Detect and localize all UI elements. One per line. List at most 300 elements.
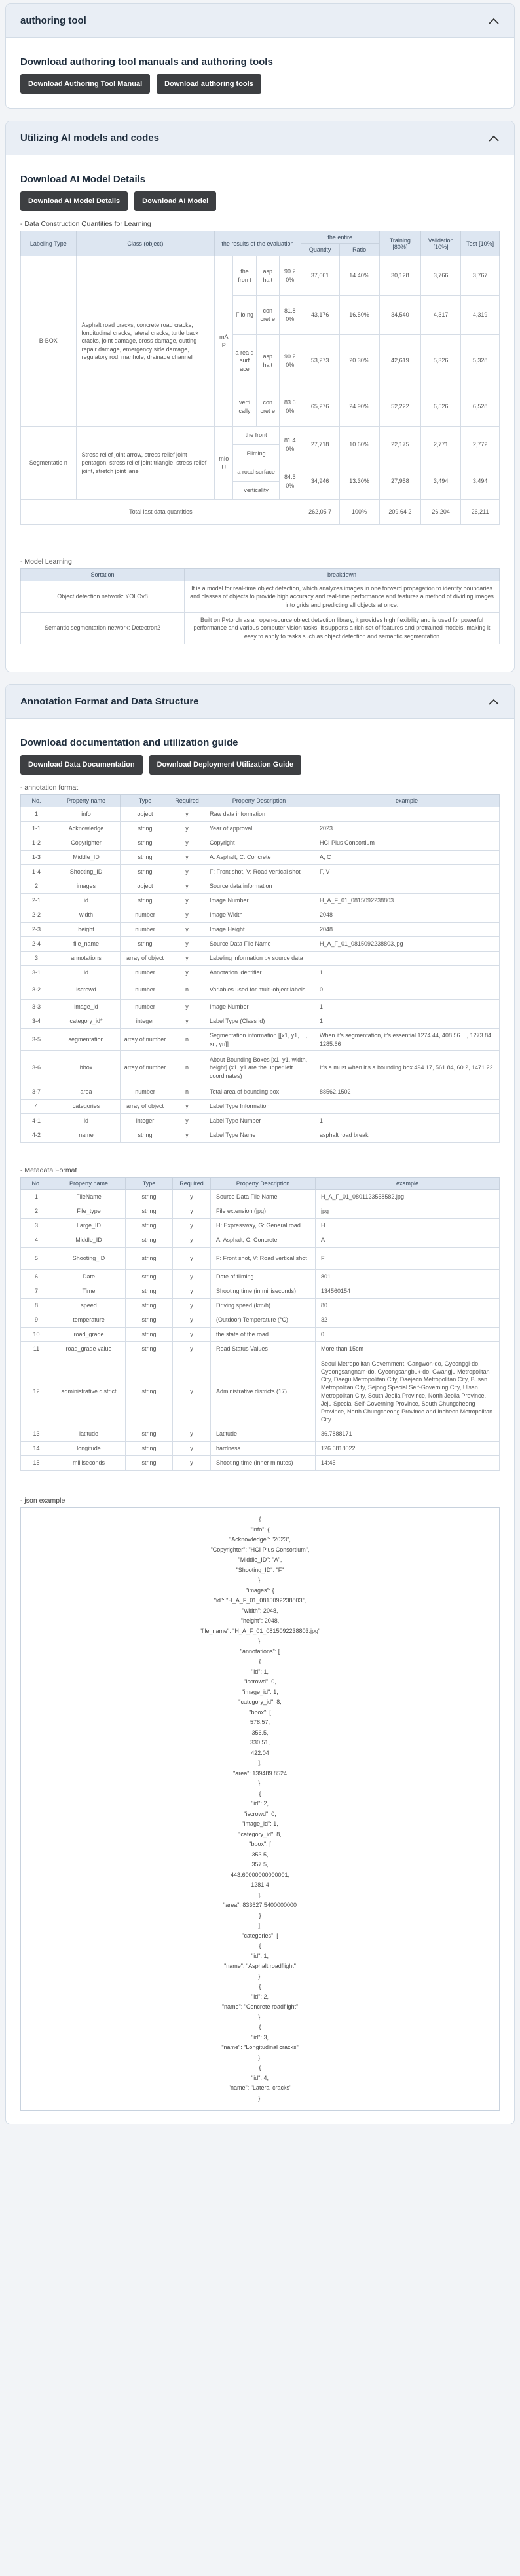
cell-ex: 0 bbox=[314, 980, 500, 1000]
cell-ex bbox=[314, 952, 500, 966]
cell-type: integer bbox=[121, 1114, 170, 1128]
cell: 3,494 bbox=[461, 463, 500, 500]
panel-header[interactable] bbox=[6, 685, 514, 719]
cell: 2,771 bbox=[421, 427, 461, 463]
table-row bbox=[21, 923, 500, 937]
panel-title: Annotation Format and Data Structure bbox=[20, 696, 199, 707]
table-row bbox=[21, 836, 500, 851]
cell-no: 4-1 bbox=[21, 1114, 52, 1128]
cell-desc: Image Width bbox=[204, 908, 314, 923]
table-row bbox=[21, 851, 500, 865]
table-row bbox=[21, 1128, 500, 1143]
cell-no: 3-4 bbox=[21, 1014, 52, 1029]
cell: Object detection network: YOLOv8 bbox=[21, 581, 185, 613]
cell-ex: 14:45 bbox=[316, 1456, 500, 1471]
cell-req: y bbox=[173, 1204, 211, 1219]
cell-req: n bbox=[170, 1029, 204, 1051]
cell-no: 3 bbox=[21, 1219, 52, 1233]
chevron-up-icon[interactable] bbox=[485, 12, 502, 29]
cell: 53,273 bbox=[301, 335, 339, 387]
cell-req: y bbox=[170, 1128, 204, 1143]
cell-type: array of number bbox=[121, 1051, 170, 1085]
table-row bbox=[21, 1313, 500, 1328]
cell-req: n bbox=[170, 1085, 204, 1100]
cell-req: y bbox=[173, 1299, 211, 1313]
cell: 100% bbox=[339, 500, 379, 525]
cell-no: 2-3 bbox=[21, 923, 52, 937]
cell-desc: A: Asphalt, C: Concrete bbox=[204, 851, 314, 865]
cell-name: info bbox=[52, 807, 121, 822]
table-row bbox=[21, 894, 500, 908]
table-row bbox=[21, 1328, 500, 1342]
cell-req: y bbox=[173, 1313, 211, 1328]
cell-name: temperature bbox=[52, 1313, 126, 1328]
cell-no: 13 bbox=[21, 1427, 52, 1442]
chevron-up-icon[interactable] bbox=[485, 130, 502, 147]
ai-models-panel bbox=[5, 121, 515, 672]
table-row bbox=[21, 1000, 500, 1014]
download-ai-details-button[interactable]: Download AI Model Details bbox=[20, 191, 128, 211]
col-required: Required bbox=[170, 795, 204, 807]
cell-no: 3-1 bbox=[21, 966, 52, 980]
cell-name: Copyrighter bbox=[52, 836, 121, 851]
cell-ex: H_A_F_01_0815092238803 bbox=[314, 894, 500, 908]
cell-type: array of object bbox=[121, 1100, 170, 1114]
cell-name: road_grade bbox=[52, 1328, 126, 1342]
cell-req: y bbox=[170, 879, 204, 894]
cell: 30,128 bbox=[379, 256, 420, 296]
cell: 13.30% bbox=[339, 463, 379, 500]
col-labeling-type: Labeling Type bbox=[21, 231, 77, 256]
cell: 5,326 bbox=[421, 335, 461, 387]
cell-type: string bbox=[126, 1328, 173, 1342]
cell: 65,276 bbox=[301, 387, 339, 427]
table-row bbox=[21, 1284, 500, 1299]
cell: 6,526 bbox=[421, 387, 461, 427]
bbox-metric: mA P bbox=[215, 256, 233, 427]
cell-name: category_id* bbox=[52, 1014, 121, 1029]
cell-desc: Source Data File Name bbox=[204, 937, 314, 952]
table-row bbox=[21, 822, 500, 836]
cell-name: latitude bbox=[52, 1427, 126, 1442]
cell-req: y bbox=[170, 865, 204, 879]
download-ai-model-button[interactable]: Download AI Model bbox=[134, 191, 216, 211]
cell-desc: H: Expressway, G: General road bbox=[211, 1219, 316, 1233]
cell-name: name bbox=[52, 1128, 121, 1143]
cell-desc: Copyright bbox=[204, 836, 314, 851]
table-row bbox=[21, 1270, 500, 1284]
cell-ex: A, C bbox=[314, 851, 500, 865]
cell-desc: Image Number bbox=[204, 894, 314, 908]
cell-ex: It's a must when it's a bounding box 494.17, 561.84, 60.2, 1471.22 bbox=[314, 1051, 500, 1085]
cell-ex: 0 bbox=[316, 1328, 500, 1342]
cell-req: y bbox=[173, 1328, 211, 1342]
cell-no: 8 bbox=[21, 1299, 52, 1313]
cell-type: string bbox=[126, 1284, 173, 1299]
cell-type: number bbox=[121, 923, 170, 937]
cell-name: height bbox=[52, 923, 121, 937]
download-documentation-button[interactable]: Download Data Documentation bbox=[20, 755, 143, 775]
cell-req: y bbox=[170, 908, 204, 923]
annotation-label: - annotation format bbox=[20, 784, 79, 792]
cell-type: integer bbox=[121, 1014, 170, 1029]
authoring-tool-panel bbox=[5, 3, 515, 109]
cell: con cret e bbox=[256, 296, 279, 335]
cell-desc: Driving speed (km/h) bbox=[211, 1299, 316, 1313]
cell-type: array of number bbox=[121, 1029, 170, 1051]
table-row bbox=[21, 1299, 500, 1313]
cell-name: segmentation bbox=[52, 1029, 121, 1051]
col-breakdown: breakdown bbox=[185, 569, 500, 581]
cell-desc: Date of filming bbox=[211, 1270, 316, 1284]
cell-req: y bbox=[173, 1219, 211, 1233]
cell-name: bbox bbox=[52, 1051, 121, 1085]
bbox-type: B-BOX bbox=[21, 256, 77, 427]
col-quantity: Quantity bbox=[301, 244, 339, 256]
cell-type: string bbox=[126, 1270, 173, 1284]
cell-type: string bbox=[121, 851, 170, 865]
cell-ex: 126.6818022 bbox=[316, 1442, 500, 1456]
download-guide-button[interactable]: Download Deployment Utilization Guide bbox=[149, 755, 301, 775]
cell-desc: Image Number bbox=[204, 1000, 314, 1014]
cell: 26,211 bbox=[461, 500, 500, 525]
cell-desc: F: Front shot, V: Road vertical shot bbox=[211, 1248, 316, 1270]
cell-no: 9 bbox=[21, 1313, 52, 1328]
seg-classes: Stress relief joint arrow, stress relief joint pentagon, stress relief joint triangle, stress relief joint, stretch joint lane bbox=[76, 427, 215, 500]
cell-name: Date bbox=[52, 1270, 126, 1284]
cell-no: 7 bbox=[21, 1284, 52, 1299]
cell-ex: 1 bbox=[314, 1114, 500, 1128]
cell-name: Large_ID bbox=[52, 1219, 126, 1233]
section-title: Download documentation and utilization guide bbox=[20, 737, 238, 748]
seg-metric: mIo U bbox=[215, 427, 233, 500]
cell-req: y bbox=[173, 1248, 211, 1270]
cell-desc: File extension (jpg) bbox=[211, 1204, 316, 1219]
table-row bbox=[21, 1114, 500, 1128]
cell: the fron t bbox=[233, 256, 256, 296]
cell-type: array of object bbox=[121, 952, 170, 966]
cell-ex bbox=[314, 1100, 500, 1114]
cell-ex: 1 bbox=[314, 1000, 500, 1014]
cell: 43,176 bbox=[301, 296, 339, 335]
cell-type: string bbox=[121, 937, 170, 952]
cell: 81.8 0% bbox=[279, 296, 301, 335]
cell-type: string bbox=[126, 1299, 173, 1313]
table-row bbox=[21, 1442, 500, 1456]
panel-header[interactable] bbox=[6, 4, 514, 38]
cell-no: 1 bbox=[21, 807, 52, 822]
cell-no: 2 bbox=[21, 1204, 52, 1219]
cell-name: annotations bbox=[52, 952, 121, 966]
cell-name: Shooting_ID bbox=[52, 865, 121, 879]
cell: 27,718 bbox=[301, 427, 339, 463]
cell: a road surface bbox=[233, 463, 280, 482]
col-sortation: Sortation bbox=[21, 569, 185, 581]
panel-header[interactable] bbox=[6, 121, 514, 155]
cell-desc: Annotation identifier bbox=[204, 966, 314, 980]
cell-ex: asphalt road break bbox=[314, 1128, 500, 1143]
cell-req: y bbox=[170, 952, 204, 966]
cell-req: n bbox=[170, 980, 204, 1000]
cell-req: y bbox=[170, 1000, 204, 1014]
cell-name: Middle_ID bbox=[52, 1233, 126, 1248]
cell-req: y bbox=[170, 822, 204, 836]
cell: Filming bbox=[233, 445, 280, 463]
cell: 6,528 bbox=[461, 387, 500, 427]
table-row bbox=[21, 1085, 500, 1100]
cell-req: n bbox=[170, 1051, 204, 1085]
cell-type: string bbox=[126, 1233, 173, 1248]
cell-ex: 801 bbox=[316, 1270, 500, 1284]
col-type: Type bbox=[121, 795, 170, 807]
cell-no: 4 bbox=[21, 1233, 52, 1248]
cell-no: 1-4 bbox=[21, 865, 52, 879]
cell: the front bbox=[233, 427, 280, 445]
cell-desc: Administrative districts (17) bbox=[211, 1356, 316, 1427]
cell-req: y bbox=[170, 807, 204, 822]
cell-type: string bbox=[126, 1342, 173, 1356]
table-row bbox=[21, 1219, 500, 1233]
table-row bbox=[21, 1029, 500, 1051]
cell: verticality bbox=[233, 482, 280, 500]
table-row bbox=[21, 1051, 500, 1085]
panel-title: authoring tool bbox=[20, 15, 86, 26]
cell-name: file_name bbox=[52, 937, 121, 952]
cell-name: id bbox=[52, 966, 121, 980]
download-manual-button[interactable]: Download Authoring Tool Manual bbox=[20, 74, 150, 94]
col-no: No. bbox=[21, 795, 52, 807]
cell-desc: Image Height bbox=[204, 923, 314, 937]
cell-ex: 1 bbox=[314, 1014, 500, 1029]
section-title: Download AI Model Details bbox=[20, 174, 146, 185]
cell-req: y bbox=[173, 1356, 211, 1427]
cell-ex: jpg bbox=[316, 1204, 500, 1219]
cell-ex: 80 bbox=[316, 1299, 500, 1313]
cell-ex: 36.7888171 bbox=[316, 1427, 500, 1442]
cell: 90.2 0% bbox=[279, 335, 301, 387]
cell-name: road_grade value bbox=[52, 1342, 126, 1356]
cell-type: string bbox=[121, 865, 170, 879]
table-row bbox=[21, 865, 500, 879]
col-entire: the entire bbox=[301, 231, 379, 244]
table-row bbox=[21, 807, 500, 822]
cell-no: 1-3 bbox=[21, 851, 52, 865]
cell-desc: Road Status Values bbox=[211, 1342, 316, 1356]
cell-no: 12 bbox=[21, 1356, 52, 1427]
cell: 42,619 bbox=[379, 335, 420, 387]
cell-desc: the state of the road bbox=[211, 1328, 316, 1342]
cell-no: 6 bbox=[21, 1270, 52, 1284]
table-row bbox=[21, 1233, 500, 1248]
cell-no: 1-1 bbox=[21, 822, 52, 836]
table-row bbox=[21, 1342, 500, 1356]
table-row bbox=[21, 1014, 500, 1029]
cell-desc: Shooting time (in milliseconds) bbox=[211, 1284, 316, 1299]
cell-no: 2 bbox=[21, 879, 52, 894]
cell: 37,661 bbox=[301, 256, 339, 296]
cell-req: y bbox=[170, 937, 204, 952]
cell-req: y bbox=[173, 1284, 211, 1299]
cell: 3,494 bbox=[421, 463, 461, 500]
cell: It is a model for real-time object detection, which analyzes images in one forward propagation to identify boundaries and classes of objects to provide high accuracy and real-time performance and features a method of dividing images into grids and predicting all objects at once. bbox=[185, 581, 500, 613]
cell-ex bbox=[314, 807, 500, 822]
cell-type: number bbox=[121, 908, 170, 923]
cell: 209,64 2 bbox=[379, 500, 420, 525]
cell-req: y bbox=[170, 923, 204, 937]
col-example: example bbox=[314, 795, 500, 807]
cell-req: y bbox=[173, 1233, 211, 1248]
cell-name: image_id bbox=[52, 1000, 121, 1014]
cell-desc: Year of approval bbox=[204, 822, 314, 836]
cell-desc: A: Asphalt, C: Concrete bbox=[211, 1233, 316, 1248]
cell-req: y bbox=[170, 836, 204, 851]
cell-name: Time bbox=[52, 1284, 126, 1299]
col-required: Required bbox=[173, 1178, 211, 1190]
cell: Built on Pytorch as an open-source object detection library, it provides high flexibility and is used for powerful performance and various computer vision tasks. It supports a rich set of features and pretrained models, making it easy to apply to tasks such as object detection and semantic segmentation bbox=[185, 613, 500, 644]
cell-ex: H_A_F_01_0801123558582.jpg bbox=[316, 1190, 500, 1204]
cell-type: number bbox=[121, 1000, 170, 1014]
cell: 262,05 7 bbox=[301, 500, 339, 525]
cell: asp halt bbox=[256, 256, 279, 296]
cell-type: string bbox=[126, 1248, 173, 1270]
cell-type: number bbox=[121, 980, 170, 1000]
cell-desc: Shooting time (inner minutes) bbox=[211, 1456, 316, 1471]
ml-label: - Model Learning bbox=[20, 558, 72, 566]
cell-name: FileName bbox=[52, 1190, 126, 1204]
dcq-label: - Data Construction Quantities for Learning bbox=[20, 220, 151, 228]
col-class: Class (object) bbox=[76, 231, 215, 256]
cell: 10.60% bbox=[339, 427, 379, 463]
cell-name: Shooting_ID bbox=[52, 1248, 126, 1270]
cell-req: y bbox=[170, 894, 204, 908]
cell: 2,772 bbox=[461, 427, 500, 463]
cell-req: y bbox=[173, 1427, 211, 1442]
cell-no: 2-1 bbox=[21, 894, 52, 908]
cell-name: speed bbox=[52, 1299, 126, 1313]
table-row bbox=[21, 980, 500, 1000]
cell: verti cally bbox=[233, 387, 256, 427]
total-label: Total last data quantities bbox=[21, 500, 301, 525]
cell: 83.6 0% bbox=[279, 387, 301, 427]
col-desc: Property Description bbox=[204, 795, 314, 807]
cell-ex: 2023 bbox=[314, 822, 500, 836]
cell: 22,175 bbox=[379, 427, 420, 463]
col-name: Property name bbox=[52, 795, 121, 807]
cell-type: string bbox=[126, 1204, 173, 1219]
cell-name: iscrowd bbox=[52, 980, 121, 1000]
cell-type: object bbox=[121, 879, 170, 894]
json-example-text: { "info": { "Acknowledge": "2023", "Copyrighter": "HCI Plus Consortium", "Middle_ID": "A", "Shooting_ID": "F" }, "images": { "id": "H_A_F_01_0815092238803", "width": 2048, "height": 2048, "file_name": "H_A_F_01_0815092238803.jpg" }, "annotations": [ { "id": 1, "iscrowd": 0, "image_id": 1, "category_id": 8, "bbox": [ 578.57, 356.5, 330.51, 422.04 ], "area": 139489.8524 }, { "id": 2, "iscrowd": 0, "image_id": 1, "category_id": 8, "bbox": [ 353.5, 357.5, 443.60000000000001, 1281.4 ], "area": 833627.5400000000 } ], "categories": [ { "id": 1, "name": "Asphalt roadflight" }, { "id": 2, "name": "Concrete roadflight" }, { "id": 3, "name": "Longitudinal cracks" }, { "id": 4, "name": "Lateral cracks" }, bbox=[199, 1516, 321, 2102]
cell-ex: 32 bbox=[316, 1313, 500, 1328]
json-example-box bbox=[20, 1507, 500, 2111]
cell-no: 1 bbox=[21, 1190, 52, 1204]
annotation-format-panel bbox=[5, 684, 515, 2124]
cell-req: y bbox=[173, 1442, 211, 1456]
cell-no: 3 bbox=[21, 952, 52, 966]
cell-desc: About Bounding Boxes [x1, y1, width, height] (x1, y1 are the upper left coordinates) bbox=[204, 1051, 314, 1085]
cell-type: number bbox=[121, 966, 170, 980]
bbox-classes: Asphalt road cracks, concrete road cracks, longitudinal cracks, lateral cracks, turtle back cracks, joint damage, cross damage, cutting repair damage, emergency side damage, regulatory rod, manhole, drainage channel bbox=[76, 256, 215, 427]
table-row bbox=[21, 1356, 500, 1427]
cell-req: y bbox=[173, 1190, 211, 1204]
cell: 20.30% bbox=[339, 335, 379, 387]
cell-no: 1-2 bbox=[21, 836, 52, 851]
seg-type: Segmentatio n bbox=[21, 427, 77, 500]
cell: 16.50% bbox=[339, 296, 379, 335]
col-training: Training [80%] bbox=[379, 231, 420, 256]
cell-desc: Total area of bounding box bbox=[204, 1085, 314, 1100]
download-tools-button[interactable]: Download authoring tools bbox=[157, 74, 261, 94]
col-test: Test [10%] bbox=[461, 231, 500, 256]
cell: asp halt bbox=[256, 335, 279, 387]
col-name: Property name bbox=[52, 1178, 126, 1190]
cell-ex: H bbox=[316, 1219, 500, 1233]
table-row bbox=[21, 879, 500, 894]
cell-type: string bbox=[126, 1456, 173, 1471]
cell-desc: Segmentation information [[x1, y1, ..., xn, yn]] bbox=[204, 1029, 314, 1051]
cell-req: y bbox=[173, 1456, 211, 1471]
cell-no: 14 bbox=[21, 1442, 52, 1456]
cell-no: 4 bbox=[21, 1100, 52, 1114]
cell-ex: F, V bbox=[314, 865, 500, 879]
cell-req: y bbox=[170, 1114, 204, 1128]
cell-desc: Latitude bbox=[211, 1427, 316, 1442]
cell-req: y bbox=[170, 1100, 204, 1114]
cell-desc: Label Type Information bbox=[204, 1100, 314, 1114]
table-row bbox=[21, 966, 500, 980]
data-construction-table bbox=[20, 231, 500, 525]
cell-desc: Label Type (Class id) bbox=[204, 1014, 314, 1029]
table-row bbox=[21, 1204, 500, 1219]
cell-req: y bbox=[173, 1342, 211, 1356]
cell: con cret e bbox=[256, 387, 279, 427]
cell-ex: 88562.1502 bbox=[314, 1085, 500, 1100]
json-label: - json example bbox=[20, 1497, 65, 1505]
cell-ex: Seoul Metropolitan Government, Gangwon-do, Gyeonggi-do, Gyeongsangnam-do, Gyeongsangbuk-do, Gwangju Metropolitan City, Daegu Metropolitan City, Daejeon Metropolitan City, Busan Metropolitan City, Sejong Special Self-Governing City, Ulsan Metropolitan City, South Jeolla Province, North Jeolla Province, Jeju Special Self-Governing Province, South Chungcheong Province, North Chungcheong Province and Incheon Metropolitan City bbox=[316, 1356, 500, 1427]
cell-no: 2-4 bbox=[21, 937, 52, 952]
cell-desc: Source Data File Name bbox=[211, 1190, 316, 1204]
cell: 34,540 bbox=[379, 296, 420, 335]
cell-desc: (Outdoor) Temperature (°C) bbox=[211, 1313, 316, 1328]
cell-type: object bbox=[121, 807, 170, 822]
section-title: Download authoring tool manuals and authoring tools bbox=[20, 56, 273, 67]
cell: 24.90% bbox=[339, 387, 379, 427]
cell-no: 3-7 bbox=[21, 1085, 52, 1100]
table-row bbox=[21, 1427, 500, 1442]
cell-req: y bbox=[170, 966, 204, 980]
col-type: Type bbox=[126, 1178, 173, 1190]
col-validation: Validation [10%] bbox=[421, 231, 461, 256]
table-row bbox=[21, 952, 500, 966]
cell-type: string bbox=[121, 1128, 170, 1143]
table-row bbox=[21, 1248, 500, 1270]
cell: 3,766 bbox=[421, 256, 461, 296]
model-learning-table bbox=[20, 568, 500, 644]
col-no: No. bbox=[21, 1178, 52, 1190]
cell-no: 11 bbox=[21, 1342, 52, 1356]
cell-req: y bbox=[173, 1270, 211, 1284]
cell-ex: When it's segmentation, it's essential 1274.44, 408.56 ..., 1273.84, 1285.66 bbox=[314, 1029, 500, 1051]
cell-name: administrative district bbox=[52, 1356, 126, 1427]
cell-name: images bbox=[52, 879, 121, 894]
cell: 27,958 bbox=[379, 463, 420, 500]
chevron-up-icon[interactable] bbox=[485, 693, 502, 710]
cell-type: string bbox=[126, 1219, 173, 1233]
cell-name: Middle_ID bbox=[52, 851, 121, 865]
cell-name: id bbox=[52, 1114, 121, 1128]
col-example: example bbox=[316, 1178, 500, 1190]
cell-desc: Label Type Number bbox=[204, 1114, 314, 1128]
